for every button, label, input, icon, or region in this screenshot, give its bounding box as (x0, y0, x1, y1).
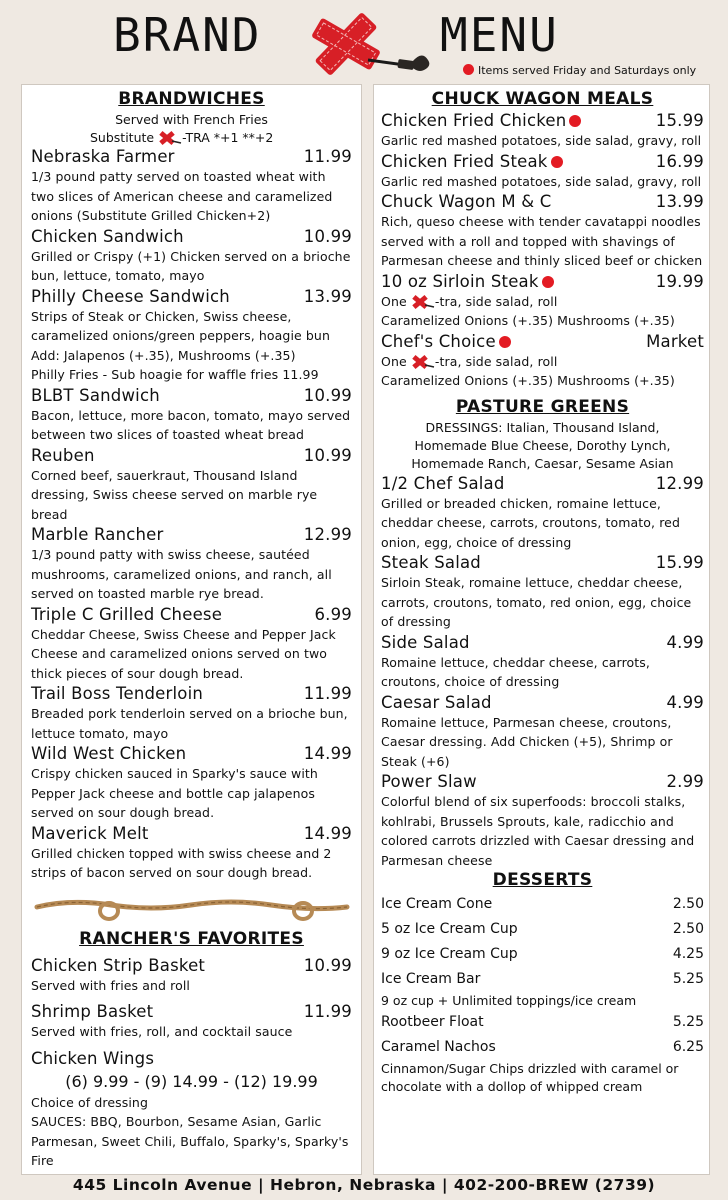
section-title-desserts: DESSERTS (492, 870, 593, 890)
item-desc (381, 292, 704, 312)
item-price: 13.99 (303, 286, 352, 306)
rope-divider-icon (31, 893, 353, 923)
item-desc: Garlic red mashed potatoes, side salad, gravy, roll (381, 133, 702, 148)
red-dot-icon (542, 276, 554, 288)
legend-note (463, 64, 696, 77)
item-desc: 1/3 pound patty with swiss cheese, sautéed mushrooms, caramelized onions, and ranch, all served on toasted marble rye bread. (31, 547, 332, 601)
item-price: 10.99 (303, 445, 352, 465)
item-name: Nebraska Farmer (31, 147, 175, 166)
item-name: Shrimp Basket (31, 1002, 154, 1021)
item-desc: Cheddar Cheese, Swiss Cheese and Pepper Jack Cheese and caramelized onions served on two thick pieces of sour dough bread. (31, 626, 336, 681)
menu-header (0, 0, 728, 82)
item-desc: Corned beef, sauerkraut, Thousand Island dressing, Swiss cheese served on marble rye bread (31, 467, 318, 522)
item-price: 5.25 (672, 1014, 704, 1030)
item-desc: Choice of dressing (31, 1094, 148, 1110)
item-desc: Romaine lettuce, Parmesan cheese, croutons, Caesar dressing. Add Chicken (+5), Shrimp or Steak (+6) (381, 714, 673, 769)
item-desc: Bacon, lettuce, more bacon, tomato, mayo served between two slices of toasted wheat bread (31, 407, 351, 442)
menu-item (31, 744, 352, 823)
item-name: Chicken Fried Chicken (381, 111, 567, 130)
item-extra: Caramelized Onions (+.35) Mushrooms (+.35) (381, 313, 675, 328)
dessert-item (381, 967, 704, 1010)
left-menu-column (21, 84, 362, 1175)
item-desc (381, 352, 704, 372)
menu-item (31, 287, 352, 385)
item-price: 2.99 (666, 772, 704, 791)
item-name: 5 oz Ice Cream Cup (381, 921, 518, 937)
menu-item (381, 272, 704, 331)
item-desc: Colorful blend of six superfoods: broccoli stalks, kohlrabi, Brussels Sprouts, kale, radicchio and colored carrots drizzled with Caesar dressing and Parmesan cheese (381, 794, 695, 868)
item-desc: Romaine lettuce, cheddar cheese, carrots, croutons, choice of dressing (381, 654, 650, 689)
item-desc: Cinnamon/Sugar Chips drizzled with caramel or chocolate with a dollop of whipped cream (381, 1061, 679, 1094)
dessert-item (381, 1035, 704, 1096)
item-price: Market (646, 331, 704, 351)
item-name: Steak Salad (381, 553, 481, 572)
item-name: Marble Rancher (31, 525, 164, 544)
item-desc: Crispy chicken sauced in Sparky's sauce with Pepper Jack cheese and bottle cap jalapenos served on sour dough bread. (31, 766, 318, 820)
item-price: 12.99 (655, 473, 704, 493)
menu-item (31, 446, 352, 525)
item-name: Triple C Grilled Cheese (31, 604, 223, 624)
item-price: 11.99 (303, 1002, 352, 1021)
item-price: 4.99 (666, 692, 704, 712)
item-name: Caesar Salad (381, 692, 492, 712)
item-desc: Served with fries, roll, and cocktail sauce (31, 1024, 293, 1039)
item-price: 10.99 (303, 226, 352, 246)
item-price: 14.99 (303, 744, 352, 763)
right-menu-column (373, 84, 710, 1175)
item-price: 12.99 (303, 525, 352, 544)
mini-brand-x-icon (411, 294, 435, 310)
item-desc: Strips of Steak or Chicken, Swiss cheese, caramelized onions/green peppers, hoagie bun (31, 308, 330, 343)
item-name: 9 oz Ice Cream Cup (381, 946, 518, 962)
legend-text: Items served Friday and Saturdays only (478, 64, 697, 77)
menu-item (31, 824, 352, 883)
item-price: 2.50 (672, 896, 704, 912)
desc-suffix: -tra, side salad, roll (434, 353, 558, 369)
item-price: 6.25 (672, 1039, 704, 1055)
item-desc: Sirloin Steak, romaine lettuce, cheddar cheese, carrots, croutons, tomato, red onion, egg, choice of dressing (381, 575, 692, 629)
dressings-list: DRESSINGS: Italian, Thousand Island, Homemade Blue Cheese, Dorothy Lynch, Homemade Ranch, Caesar, Sesame Asian (411, 419, 674, 471)
menu-item (381, 693, 704, 772)
item-name: Caramel Nachos (381, 1039, 496, 1055)
item-name: Chicken Strip Basket (31, 955, 206, 975)
item-price: 10.99 (303, 955, 352, 975)
item-price: 15.99 (655, 553, 704, 572)
item-name: Trail Boss Tenderloin (31, 684, 204, 703)
menu-item (381, 111, 704, 151)
menu-item (31, 684, 352, 743)
item-name: 1/2 Chef Salad (381, 473, 505, 493)
item-desc: 1/3 pound patty served on toasted wheat with two slices of American cheese and caramelized onions (Substitute Grilled Chicken+2) (31, 169, 333, 223)
dessert-item (381, 942, 704, 967)
wings-sauces: SAUCES: BBQ, Bourbon, Sesame Asian, Garlic Parmesan, Sweet Chili, Buffalo, Sparky's, Sparky's Fire (31, 1114, 349, 1168)
item-price: 13.99 (655, 192, 704, 211)
item-name: Philly Cheese Sandwich (31, 286, 230, 306)
red-dot-icon (463, 64, 474, 75)
item-price: 4.25 (672, 946, 704, 962)
menu-item (381, 332, 704, 391)
section-title-pasture-greens: PASTURE GREENS (455, 396, 630, 417)
item-desc: 9 oz cup + Unlimited toppings/ice cream (381, 993, 637, 1008)
red-dot-icon (569, 115, 581, 127)
menu-item (31, 147, 352, 226)
menu-item (31, 605, 352, 684)
item-price: 10.99 (303, 385, 352, 405)
item-name: Chicken Wings (31, 1048, 155, 1068)
item-desc: Rich, queso cheese with tender cavatappi noodles served with a roll and topped with shavings of Parmesan cheese and thinly sliced beef or chicken (381, 214, 703, 268)
item-name: 10 oz Sirloin Steak (381, 271, 539, 291)
item-price: 11.99 (303, 147, 352, 166)
menu-item (31, 525, 352, 604)
item-name: Reuben (31, 445, 95, 465)
dessert-item (381, 1010, 704, 1035)
item-desc: Served with fries and roll (31, 977, 190, 993)
item-name: Power Slaw (381, 772, 477, 791)
item-price: 6.99 (314, 604, 352, 624)
red-dot-icon (499, 336, 511, 348)
menu-item-wings (31, 1049, 352, 1171)
item-name: Chicken Sandwich (31, 226, 184, 246)
section-title-ranchers: RANCHER'S FAVORITES (79, 928, 304, 949)
item-extra: Philly Fries - Sub hoagie for waffle fries 11.99 (31, 367, 319, 382)
item-price: 15.99 (655, 111, 704, 130)
desc-suffix: -tra, side salad, roll (434, 293, 558, 309)
item-price: 5.25 (672, 971, 704, 987)
item-extra: Add: Jalapenos (+.35), Mushrooms (+.35) (31, 347, 296, 363)
item-desc: Breaded pork tenderloin served on a brioche bun, lettuce tomato, mayo (31, 706, 348, 741)
item-price: 4.99 (666, 632, 704, 652)
menu-word: MENU (440, 8, 559, 62)
substitute-suffix: -TRA *+1 **+2 (182, 130, 274, 145)
item-price: 11.99 (303, 684, 352, 703)
brand-x-logo (306, 10, 441, 80)
item-name: Ice Cream Bar (381, 971, 481, 987)
item-name: Chicken Fried Steak (381, 151, 548, 171)
item-name: Chef's Choice (381, 331, 496, 351)
menu-item (381, 633, 704, 692)
red-dot-icon (551, 156, 563, 168)
substitute-prefix: Substitute (90, 130, 155, 145)
menu-item (31, 386, 352, 445)
item-name: Rootbeer Float (381, 1014, 484, 1030)
desc-prefix: One (381, 293, 407, 309)
brand-word: BRAND (113, 8, 262, 62)
item-desc: Grilled or breaded chicken, romaine lettuce, cheddar cheese, carrots, croutons, tomato, red onion, egg, choice of dressing (381, 495, 680, 550)
dessert-item (381, 892, 704, 917)
dessert-item (381, 917, 704, 942)
item-extra: Caramelized Onions (+.35) Mushrooms (+.35) (381, 373, 675, 388)
item-desc: Grilled chicken topped with swiss cheese and 2 strips of bacon served on sour dough bread. (31, 845, 332, 880)
item-desc: Garlic red mashed potatoes, side salad, gravy, roll (381, 173, 702, 189)
menu-item (381, 474, 704, 553)
menu-item (31, 956, 352, 996)
item-name: Side Salad (381, 632, 470, 652)
mini-brand-x-icon (158, 130, 182, 146)
menu-item (381, 192, 704, 271)
desc-prefix: One (381, 353, 407, 369)
item-name: Maverick Melt (31, 823, 149, 843)
item-price: 2.50 (672, 921, 704, 937)
wings-prices: (6) 9.99 - (9) 14.99 - (12) 19.99 (65, 1071, 318, 1091)
item-desc: Grilled or Crispy (+1) Chicken served on a brioche bun, lettuce, tomato, mayo (31, 248, 351, 283)
menu-item (31, 1002, 352, 1042)
item-price: 19.99 (655, 271, 704, 291)
mini-brand-x-icon (411, 354, 435, 370)
item-price: 14.99 (303, 823, 352, 843)
section-title-chuck-wagon: CHUCK WAGON MEALS (431, 89, 654, 109)
item-name: Wild West Chicken (31, 744, 187, 763)
menu-item (31, 227, 352, 286)
footer-address: 445 Lincoln Avenue | Hebron, Nebraska | 402-200-BREW (2739) (72, 1176, 656, 1194)
menu-item (381, 152, 704, 192)
item-price: 16.99 (655, 151, 704, 171)
section-subtitle: Served with French Fries (115, 112, 268, 127)
item-name: Ice Cream Cone (381, 896, 493, 912)
menu-item (381, 553, 704, 632)
item-name: Chuck Wagon M & C (381, 192, 552, 211)
menu-item (381, 772, 704, 870)
section-title-brandwiches: BRANDWICHES (118, 89, 265, 109)
item-name: BLBT Sandwich (31, 385, 160, 405)
substitute-note (31, 129, 352, 146)
